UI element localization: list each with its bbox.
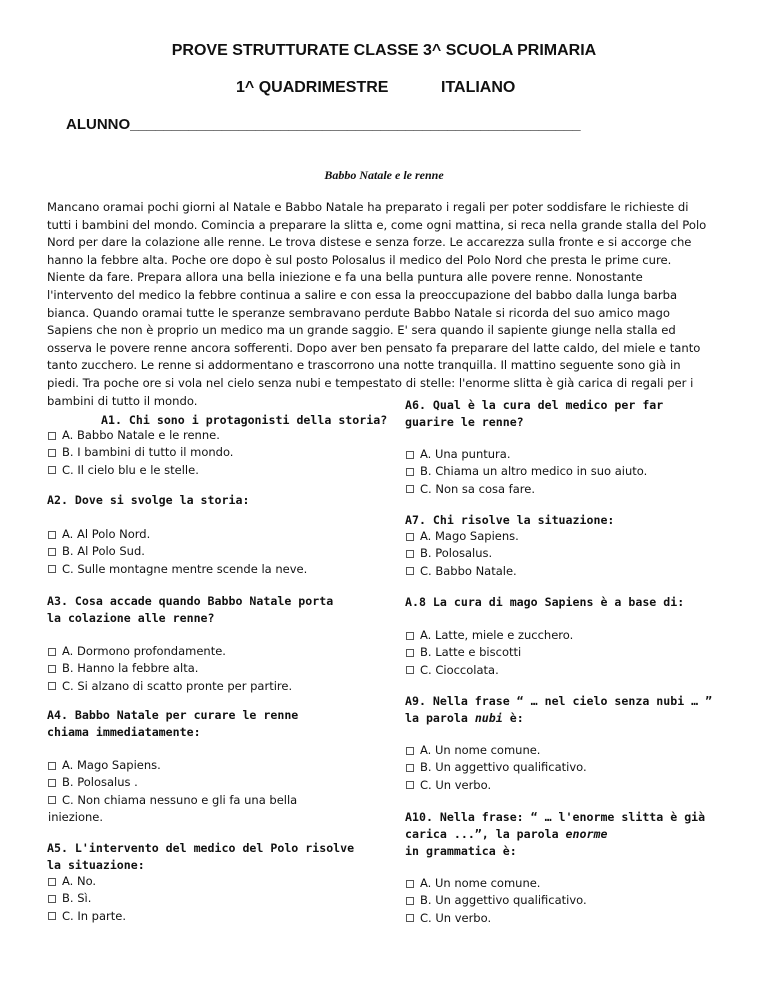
page-title: PROVE STRUTTURATE CLASSE 3^ SCUOLA PRIMARIA	[171, 42, 597, 59]
quadrimestre-label: 1^ QUADRIMESTRE	[236, 79, 389, 96]
question-a9: A9. Nella frase “ … nel cielo senza nubi … ” la parola nubi è:	[405, 694, 713, 725]
story-text	[47, 199, 724, 410]
option-a10-b[interactable]: B. Un aggettivo qualificativo.	[406, 892, 587, 909]
options-a8	[406, 627, 573, 679]
story-line: tutti i bambini del mondo. Comincia a preparare la slitta e, come ogni mattina, si reca nella grande stalla del Polo	[47, 217, 707, 232]
story-title: Babbo Natale e le renne	[324, 168, 444, 182]
story-line: Niente da fare. Prepara allora una bella iniezione e fa una bella puntura alle povere renne. Nonostante	[47, 270, 643, 285]
checkbox-icon[interactable]	[406, 897, 414, 905]
option-a9-c[interactable]: C. Un verbo.	[406, 777, 587, 794]
story-line: bianca. Quando oramai tutte le speranze sembravano perdute Babbo Natale si ricorda del suo amico mago	[47, 305, 670, 320]
checkbox-icon[interactable]	[406, 451, 414, 459]
story-line: tanto zucchero. Le renne si addormentano e trascorrono una notte tranquilla. Il mattino seguente sono già in	[47, 358, 681, 373]
question-a5: A5. L'intervento del medico del Polo risolve la situazione:	[47, 841, 355, 872]
checkbox-icon[interactable]	[406, 666, 414, 674]
checkbox-icon[interactable]	[48, 682, 56, 690]
question-a3: A3. Cosa accade quando Babbo Natale porta la colazione alle renne?	[47, 594, 334, 625]
option-a9-b[interactable]: B. Un aggettivo qualificativo.	[406, 759, 587, 776]
checkbox-icon[interactable]	[48, 648, 56, 656]
option-a2-c[interactable]: C. Sulle montagne mentre scende la neve.	[48, 561, 307, 578]
option-a6-c[interactable]: C. Non sa cosa fare.	[406, 481, 647, 498]
question-a7: A7. Chi risolve la situazione:	[405, 513, 615, 527]
option-a2-a[interactable]: A. Al Polo Nord.	[48, 526, 307, 543]
story-line: Nord per dare la colazione alle renne. Le trova distese e senza forze. Le accarezza sulla fronte e si accorge che	[47, 235, 692, 250]
checkbox-icon[interactable]	[48, 762, 56, 770]
story-line: piedi. Tra poche ore si vola nel cielo senza nubi e tempestato di stelle: l'enorme slitta è già carica di regali per i	[47, 375, 694, 390]
checkbox-icon[interactable]	[48, 779, 56, 787]
checkbox-icon[interactable]	[406, 632, 414, 640]
subject-label: ITALIANO	[441, 79, 516, 96]
option-a5-b[interactable]: B. Sì.	[48, 890, 126, 907]
options-a9	[406, 742, 587, 794]
option-a6-b[interactable]: B. Chiama un altro medico in suo aiuto.	[406, 463, 647, 480]
story-line: l'intervento del medico la febbre continua a salire e con essa la preoccupazione del babbo dalla lunga barba	[47, 287, 678, 302]
options-a7	[406, 528, 519, 580]
option-a8-c[interactable]: C. Cioccolata.	[406, 662, 573, 679]
option-a1-c[interactable]: C. Il cielo blu e le stelle.	[48, 462, 233, 479]
checkbox-icon[interactable]	[48, 432, 56, 440]
question-a8: A.8 La cura di mago Sapiens è a base di:	[405, 595, 685, 609]
option-a5-c[interactable]: C. In parte.	[48, 908, 126, 925]
question-a4: A4. Babbo Natale per curare le renne chiama immediatamente:	[47, 708, 299, 739]
checkbox-icon[interactable]	[406, 649, 414, 657]
question-a2: A2. Dove si svolge la storia:	[47, 493, 250, 507]
option-a8-b[interactable]: B. Latte e biscotti	[406, 644, 573, 661]
checkbox-icon[interactable]	[48, 912, 56, 920]
options-a6	[406, 446, 647, 498]
checkbox-icon[interactable]	[48, 466, 56, 474]
story-line: hanno la febbre alta. Poche ore dopo è sul posto Polosalus il medico del Polo Nord che presta le prime cure.	[47, 252, 672, 267]
option-a4-b[interactable]: B. Polosalus .	[48, 774, 297, 791]
checkbox-icon[interactable]	[406, 747, 414, 755]
checkbox-icon[interactable]	[406, 533, 414, 541]
checkbox-icon[interactable]	[48, 531, 56, 539]
story-line: Mancano oramai pochi giorni al Natale e Babbo Natale ha preparato i regali per poter soddisfare le richieste di	[47, 200, 689, 214]
option-a4-c-continued: iniezione.	[48, 809, 104, 824]
option-a6-a[interactable]: A. Una puntura.	[406, 446, 647, 463]
student-name-line: ALUNNO______________________________________________________	[66, 116, 581, 133]
option-a3-a[interactable]: A. Dormono profondamente.	[48, 643, 292, 660]
checkbox-icon[interactable]	[48, 878, 56, 886]
option-a3-b[interactable]: B. Hanno la febbre alta.	[48, 660, 292, 677]
option-a9-a[interactable]: A. Un nome comune.	[406, 742, 587, 759]
checkbox-icon[interactable]	[48, 449, 56, 457]
options-a4	[48, 757, 297, 826]
options-a3	[48, 643, 292, 695]
option-a7-b[interactable]: B. Polosalus.	[406, 545, 519, 562]
checkbox-icon[interactable]	[406, 567, 414, 575]
checkbox-icon[interactable]	[48, 548, 56, 556]
option-a1-b[interactable]: B. I bambini di tutto il mondo.	[48, 444, 233, 461]
option-a5-a[interactable]: A. No.	[48, 873, 126, 890]
options-a1	[48, 427, 233, 479]
story-line: bambini di tutto il mondo.	[47, 393, 198, 408]
option-a7-a[interactable]: A. Mago Sapiens.	[406, 528, 519, 545]
question-a10: A10. Nella frase: “ … l'enorme slitta è già carica ...”, la parola enorme in grammatica è:	[405, 810, 706, 858]
option-a10-c[interactable]: C. Un verbo.	[406, 910, 587, 927]
option-a3-c[interactable]: C. Si alzano di scatto pronte per partire.	[48, 678, 292, 695]
options-a10	[406, 875, 587, 927]
story-line: osserva le povere renne ancora sofferenti. Dopo aver ben pensato fa preparare del latte caldo, del miele e tanto	[47, 340, 701, 355]
option-a4-a[interactable]: A. Mago Sapiens.	[48, 757, 297, 774]
checkbox-icon[interactable]	[406, 550, 414, 558]
question-a1: A1. Chi sono i protagonisti della storia?	[101, 413, 388, 427]
checkbox-icon[interactable]	[48, 565, 56, 573]
option-a7-c[interactable]: C. Babbo Natale.	[406, 563, 519, 580]
checkbox-icon[interactable]	[48, 665, 56, 673]
checkbox-icon[interactable]	[406, 764, 414, 772]
option-a4-c[interactable]: C. Non chiama nessuno e gli fa una bella	[48, 792, 297, 809]
checkbox-icon[interactable]	[48, 796, 56, 804]
option-a8-a[interactable]: A. Latte, miele e zucchero.	[406, 627, 573, 644]
checkbox-icon[interactable]	[48, 895, 56, 903]
checkbox-icon[interactable]	[406, 485, 414, 493]
checkbox-icon[interactable]	[406, 880, 414, 888]
checkbox-icon[interactable]	[406, 781, 414, 789]
story-line: Sapiens che non è proprio un medico ma un grande saggio. E' sera quando il sapiente giunge nella stalla ed	[47, 323, 676, 338]
checkbox-icon[interactable]	[406, 468, 414, 476]
option-a10-a[interactable]: A. Un nome comune.	[406, 875, 587, 892]
option-a2-b[interactable]: B. Al Polo Sud.	[48, 543, 307, 560]
checkbox-icon[interactable]	[406, 914, 414, 922]
options-a2	[48, 526, 307, 578]
option-a1-a[interactable]: A. Babbo Natale e le renne.	[48, 427, 233, 444]
question-a6: A6. Qual è la cura del medico per far guarire le renne?	[405, 398, 664, 429]
options-a5	[48, 873, 126, 925]
